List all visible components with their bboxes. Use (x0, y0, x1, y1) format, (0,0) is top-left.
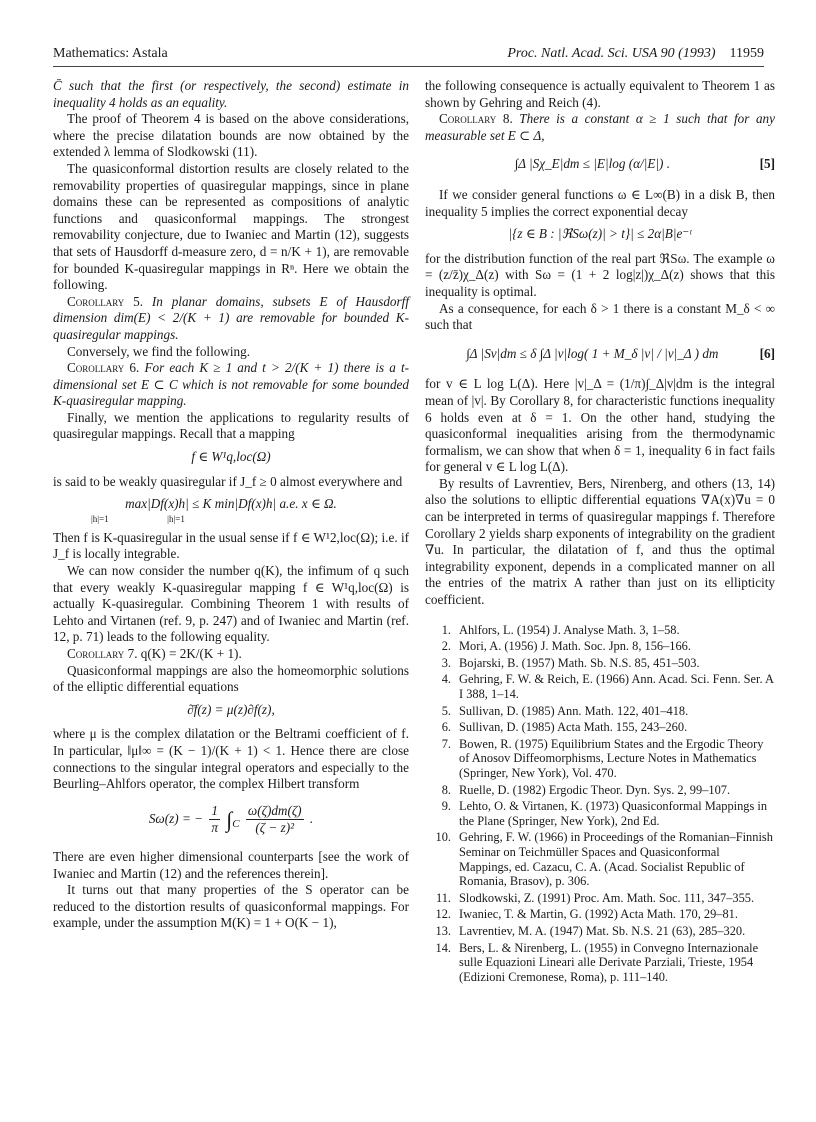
paragraph-homeomorphic: Quasiconformal mappings are also the homeomorphic solutions of the elliptic differential equations (53, 662, 409, 695)
corollary-8-label: Corollary 8. (439, 111, 513, 127)
paragraph-higher: There are even higher dimensional counterparts [see the work of Iwaniec and Martin (12) and the references therein]. (53, 848, 409, 881)
running-header (53, 46, 764, 67)
equation-5-row (425, 156, 775, 173)
reference-item (425, 656, 775, 671)
reference-item (425, 704, 775, 719)
paragraph-for-v: for v ∈ L log L(Δ). Here |v|_Δ = (1/π)∫_Δ|v|dm is the integral mean of |v|. By Corollary 8, for characteristic functions inequality 6 holds even at δ = 1. On the other hand, studying the quasiconformal inequalities arising from the thermodynamic formalism, we can show that when δ = 1, inequality 6 in fact fails for general v ∈ L log L(Δ). (425, 376, 775, 475)
paragraph-general: If we consider general functions ω ∈ L∞(B) in a disk B, then inequality 5 implies the correct exponential decay (425, 186, 775, 219)
paragraph-distribution: for the distribution function of the real part ℜSω. The example ω = (z/z̄)χ_Δ(z) with Sω = (1 + 2 log|z|)χ_Δ(z) shows that this inequality is optimal. (425, 250, 775, 299)
right-column (425, 78, 775, 986)
reference-item (425, 941, 775, 985)
corollary-6-label: Corollary 6. (67, 360, 140, 376)
equation-sobolev: f ∈ W¹q,loc(Ω) (191, 449, 271, 465)
reference-item (425, 891, 775, 906)
corollary-5 (53, 294, 409, 344)
reference-number: 4. (441, 672, 451, 687)
reference-number: 7. (441, 736, 451, 751)
reference-text: Gehring, F. W. (1966) in Proceedings of the Romanian–Finnish Seminar on Teichmüller Spaces and Quasiconformal Mappings, ed. Cazacu, C. A. (Acad. Socialist Republic of Romania, Brasov), p. 306. (459, 830, 773, 889)
reference-number: 8. (441, 782, 451, 797)
paragraph-following: the following consequence is actually equivalent to Theorem 1 as shown by Gehring and Reich (4). (425, 78, 775, 110)
reference-number: 6. (441, 720, 451, 735)
paragraph-removability: The quasiconformal distortion results are closely related to the removability properties of quasiregular mappings, since in plane domains these can be represented as compositions of analytic functions and quasiconformal mappings. The strongest removability conjecture, due to Iwaniec and Martin (12), suggests that sets of Hausdorff d-measure zero, d = n/K + 1), are removable for bounded K-quasiregular mappings in Rⁿ. Here we obtain the following. (53, 160, 409, 293)
fraction-one-over-pi (209, 803, 220, 837)
reference-item (425, 737, 775, 781)
reference-text: Sullivan, D. (1985) Acta Math. 155, 243–260. (459, 720, 688, 735)
integral-domain: C (232, 817, 240, 830)
paragraph-weakly: is said to be weakly quasiregular if J_f ≥ 0 almost everywhere and (53, 473, 403, 489)
paragraph-proof: The proof of Theorem 4 is based on the above considerations, where the precise dilatation bounds are now obtained by the extended λ lemma of Slodkowski (11). (53, 111, 409, 160)
reference-text: Ahlfors, L. (1954) J. Analyse Math. 3, 1–58. (459, 622, 680, 637)
reference-number: 11. (435, 890, 451, 905)
reference-number: 2. (441, 639, 451, 654)
corollary-7-text: q(K) = 2K/(K + 1). (140, 646, 242, 661)
reference-item (425, 720, 775, 735)
equation-decay: |{z ∈ B : |ℜSω(z)| > t}| ≤ 2α|B|e⁻ᵗ (508, 226, 692, 242)
paragraph-consequence: As a consequence, for each δ > 1 there is a constant M_δ < ∞ such that (425, 300, 775, 333)
reference-text: Iwaniec, T. & Martin, G. (1992) Acta Math. 170, 29–81. (459, 907, 738, 922)
corollary-7-label: Corollary 7. (67, 646, 138, 661)
reference-list (425, 623, 775, 985)
equation-max-min: max|Df(x)h| ≤ K min|Df(x)h| a.e. x ∈ Ω. (125, 496, 337, 512)
paragraph-qk: We can now consider the number q(K), the infimum of q such that every weakly K-quasiregular mapping f ∈ W¹q,loc(Ω) is actually K-quasiregular. Combining Theorem 1 with results of Lehto and Virtanen (ref. 9, p. 247) and of Iwaniec and Martin (ref. 12, p. 71) leads to the following equality. (53, 563, 409, 645)
header-page-number: 11959 (729, 46, 764, 61)
fraction-numerator: 1 (209, 803, 220, 821)
reference-number: 3. (441, 655, 451, 670)
kernel-numerator: ω(ζ)dm(ζ) (246, 803, 304, 821)
reference-text: Bers, L. & Nirenberg, L. (1955) in Convegno Internazionale sulle Equazioni Lineari alle Derivate Parziali, Trieste, 1954 (Edizioni Cremonese, Roma), p. 111–140. (459, 940, 759, 984)
paragraph-then: Then f is K-quasiregular in the usual sense if f ∈ W¹2,loc(Ω); i.e. if J_f is locally integrable. (53, 529, 409, 562)
reference-item (425, 639, 775, 654)
integral-sign: ∫ (226, 806, 233, 832)
equation-5-number: [5] (759, 156, 775, 172)
paragraph-where: where μ is the complex dilatation or the Beltrami coefficient of f. In particular, ‖μ‖∞ = (K − 1)/(K + 1) < 1. Hence there are close connections to the singular integral operators and especially to the Beurling–Ahlfors operator, the complex Hilbert transform (53, 726, 409, 792)
equation-6: ∫Δ |Sv|dm ≤ δ ∫Δ |v|log( 1 + M_δ |v| / |v|_Δ ) dm (466, 345, 719, 361)
equation-6-number: [6] (759, 345, 775, 361)
reference-number: 5. (441, 703, 451, 718)
reference-item (425, 623, 775, 638)
corollary-6 (53, 360, 409, 410)
reference-number: 9. (441, 799, 451, 814)
paragraph-turns-out: It turns out that many properties of the S operator can be reduced to the distortion results of quasiconformal mappings. For example, under the assumption M(K) = 1 + O(K − 1), (53, 882, 409, 931)
reference-text: Ruelle, D. (1982) Ergodic Theor. Dyn. Sys. 2, 99–107. (459, 782, 731, 797)
header-journal-page (507, 46, 764, 62)
reference-number: 14. (435, 940, 451, 955)
reference-text: Bojarski, B. (1957) Math. Sb. N.S. 85, 451–503. (459, 655, 700, 670)
reference-number: 12. (435, 907, 451, 922)
reference-text: Slodkowski, Z. (1991) Proc. Am. Math. Soc. 111, 347–355. (459, 890, 755, 905)
corollary-8-text: There is a constant α ≥ 1 such that for any measurable set E ⊂ Δ, (425, 111, 775, 143)
reference-item (425, 672, 775, 701)
paragraph-intro: C̄ such that the first (or respectively, the second) estimate in inequality 4 holds as an equality. (53, 78, 409, 110)
equation-beltrami: ∂̄f(z) = μ(z)∂f(z), (187, 701, 275, 717)
reference-text: Lavrentiev, M. A. (1947) Mat. Sb. N.S. 21 (63), 285–320. (459, 923, 746, 938)
reference-text: Lehto, O. & Virtanen, K. (1973) Quasiconformal Mappings in the Plane (Springer, New York), 2nd Ed. (459, 799, 768, 828)
reference-item (425, 907, 775, 922)
equation-beurling-ahlfors: Sω(z) = − $\frac{1}{\pi}$ $\int_C$ $\frac{\omega(\zeta)dm(\zeta)}{\text{(ζ − z)²}}$ . (148, 802, 314, 836)
header-section: Mathematics: Astala (53, 46, 168, 61)
reference-number: 10. (435, 830, 451, 845)
fraction-denominator: π (211, 820, 218, 836)
kernel-denominator: (ζ − z)² (255, 820, 295, 836)
paragraph-results: By results of Lavrentiev, Bers, Nirenberg, and others (13, 14) also the solutions to elliptic differential equations ∇A(x)∇u = 0 can be interpreted in terms of quasiregular mappings f. Therefore Corollary 2 yields sharp exponents of integrability on the gradient ∇u. In particular, the dilatation of f, and thus the optimal integrability exponent, depends in a complicated manner on all the entries of the matrix A rather than just on its ellipticity coefficient. (425, 475, 775, 608)
corollary-5-label: Corollary 5. (67, 293, 144, 309)
paragraph-conversely: Conversely, we find the following. (67, 343, 251, 359)
reference-text: Mori, A. (1956) J. Math. Soc. Jpn. 8, 156–166. (459, 639, 691, 654)
equation-5: ∫Δ |Sχ_E|dm ≤ |E|log (α/|E|) . (514, 156, 670, 172)
corollary-8 (425, 111, 775, 144)
reference-text: Gehring, F. W. & Reich, E. (1966) Ann. Acad. Sci. Fenn. Ser. A I 388, 1–14. (459, 672, 774, 701)
corollary-5-text: In planar domains, subsets E of Hausdorff dimension dim(E) < 2/(K + 1) are removable for bounded K-quasiregular mappings. (53, 293, 409, 342)
reference-text: Sullivan, D. (1985) Ann. Math. 122, 401–418. (459, 703, 689, 718)
header-journal: Proc. Natl. Acad. Sci. USA 90 (1993) (507, 46, 716, 61)
reference-number: 1. (441, 622, 451, 637)
left-column (53, 78, 409, 932)
paragraph-finally: Finally, we mention the applications to regularity results of quasiregular mappings. Recall that a mapping (53, 409, 409, 442)
reference-item (425, 783, 775, 798)
reference-item (425, 924, 775, 939)
corollary-7 (53, 646, 409, 663)
reference-item (425, 799, 775, 828)
fraction-kernel (246, 803, 304, 837)
corollary-6-text: For each K ≥ 1 and t > 2/(K + 1) there is a t-dimensional set E ⊂ C which is not removable for some bounded K-quasiregular mapping. (53, 360, 410, 409)
reference-number: 13. (435, 923, 451, 938)
equation-max-min-subscript: |h|=1 |h|=1 (91, 513, 185, 524)
reference-item (425, 830, 775, 888)
reference-text: Bowen, R. (1975) Equilibrium States and the Ergodic Theory of Anosov Diffeomorphisms, Lecture Notes in Mathematics (Springer, New York), Vol. 470. (459, 736, 764, 780)
equation-6-row (425, 346, 775, 363)
equation-lhs: Sω(z) = − (148, 810, 204, 826)
